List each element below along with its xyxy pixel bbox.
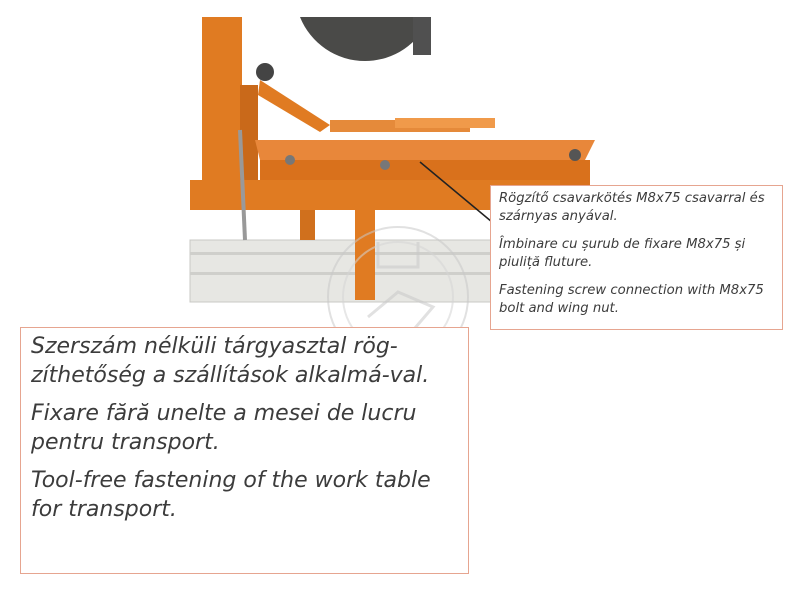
blade-guard — [413, 17, 431, 55]
feature-text-en: Tool-free fastening of the work table for transport. — [31, 468, 431, 522]
callout-text-hu: Rögzítő csavarkötés M8x75 csavarral és szárnyas anyával. — [499, 191, 765, 224]
feature-description-box — [20, 327, 469, 574]
feature-text-ro: Fixare fără unelte a mesei de lucru pentru transport. — [31, 401, 417, 455]
knob — [256, 63, 274, 81]
feature-text-hu: Szerszám nélküli tárgyasztal rög-zíthetőség a szállítások alkalmá-val. — [31, 334, 430, 388]
saw-blade — [300, 17, 430, 61]
work-table — [255, 140, 595, 160]
bolt-callout-box — [490, 185, 783, 330]
upright-post — [202, 17, 242, 192]
callout-text-ro: Îmbinare cu șurub de fixare M8x75 și piuliță fluture. — [499, 237, 746, 270]
callout-text-en: Fastening screw connection with M8x75 bolt and wing nut. — [499, 283, 764, 316]
